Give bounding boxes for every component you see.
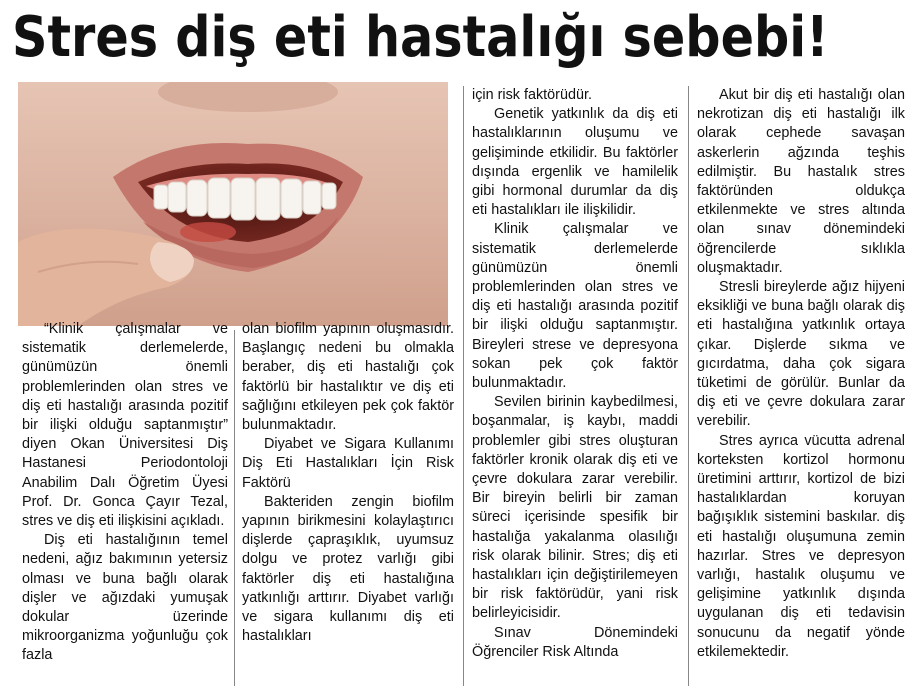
- column-divider: [688, 86, 689, 686]
- headline: Stres diş eti hastalığı sebebi!: [12, 5, 829, 70]
- paragraph: Sevilen birinin kaybedilmesi, boşanmalar, iş kaybı, maddi problemler gibi stres oluşturan faktörler kronik olarak diş eti ve çevre dokulara zarar verebilir. Bir bireyin belirli bir zaman süreci içerisinde spesifik bir hastalığa yakalanma olasılığı risk olarak bilinir. Stres; diş eti hastalıkları için değiştirilemeyen bir risk faktörüdür, yani risk belirleyicisidir.: [472, 394, 678, 622]
- paragraph: Bakteriden zengin biofilm yapının birikmesini kolaylaştırıcı dişlerde çapraşıklık, uyumsuz dolgu ve protez varlığı gibi faktörler diş eti hastalığına yatkınlığı arttırır. Diyabet varlığı ve sigara kullanımı diş eti hastalıkları: [242, 493, 454, 645]
- paragraph: Stres ayrıca vücutta adrenal korteksten kortizol hormonu üretimini arttırır, kortizol de bizi hastalıklardan koruyan bağışıklık sistemini baskılar. diş eti hastalığı oluşumuna zemin hazırlar. Stres ve depresyon varlığı, hastalık oluşumu ve gelişimine yatkınlık dışında uygulanan diş eti tedavisin sonucunu da negatif yönde etkilemektedir.: [697, 432, 905, 660]
- article-column-3: [472, 86, 678, 662]
- article-photo: [18, 82, 448, 326]
- column-divider: [234, 330, 235, 686]
- article-column-2: [242, 320, 454, 646]
- paragraph: “Klinik çalışmalar ve sistematik derlemelerde, günümüzün önemli problemlerinden olan stres ve diş eti hastalığı arasında pozitif bir ilişki olduğu saptanmıştır” diyen Okan Üniversitesi Diş Hastanesi Periodontoloji Anabilim Dalı Öğretim Üyesi Prof. Dr. Gonca Çayır Tezal, stres ve diş eti ilişkisini açıkladı.: [22, 321, 228, 530]
- column-divider: [463, 86, 464, 686]
- paragraph: için risk faktörüdür.: [472, 87, 592, 103]
- article-column-1: [22, 320, 228, 666]
- paragraph: Diş eti hastalığının temel nedeni, ağız bakımının yetersiz olması ve buna bağlı olarak dişler ve ağızdaki yumuşak dokular üzerinde mikroorganizma yoğunluğu çok fazla: [22, 532, 228, 664]
- paragraph: Klinik çalışmalar ve sistematik derlemelerde günümüzün önemli problemlerinden olan stres ve diş eti hastalığı arasında pozitif bir ilişki olduğu saptanmıştır. Bireyleri strese ve depresyona sokan pek çok faktör bulunmaktadır.: [472, 221, 678, 392]
- article-column-4: [697, 86, 905, 662]
- mouth-teeth-photo-icon: [18, 82, 448, 326]
- subheading: Sınav Dönemindeki Öğrenciler Risk Altında: [472, 624, 678, 660]
- paragraph: Genetik yatkınlık da diş eti hastalıklarının oluşumu ve gelişiminde etkilidir. Bu faktörler dışında ergenlik ve hamilelik gibi hormonal durumlar da diş eti hastalıkları ile ilişkilidir.: [472, 106, 678, 219]
- paragraph: Stresli bireylerde ağız hijyeni eksikliği ve buna bağlı olarak diş eti hastalığına yatkınlık ortaya çıkar. Dişlerde sıkma ve gıcırdatma, daha çok sigara tüketimi de görülür. Bunlar da diş eti ve çevre dokulara zarar verebilir.: [697, 279, 905, 430]
- paragraph: Akut bir diş eti hastalığı olan nekrotizan diş eti hastalığı ilk olarak cephede savaşan askerlerin ağzında teşhis edilmiştir. Bu hastalık stres faktöründen oldukça etkilenmekte ve stres altında olan sınav dönemindeki öğrencilerde sıklıkla oluşmaktadır.: [697, 87, 905, 276]
- paragraph: olan biofilm yapının oluşmasıdır. Başlangıç nedeni bu olmakla beraber, diş eti hastalığı çok faktörlü bir hastalıktır ve diş eti sağlığını etkileyen pek çok faktör bulunmaktadır.: [242, 321, 454, 434]
- subheading: Diyabet ve Sigara Kullanımı Diş Eti Hastalıkları İçin Risk Faktörü: [242, 436, 454, 491]
